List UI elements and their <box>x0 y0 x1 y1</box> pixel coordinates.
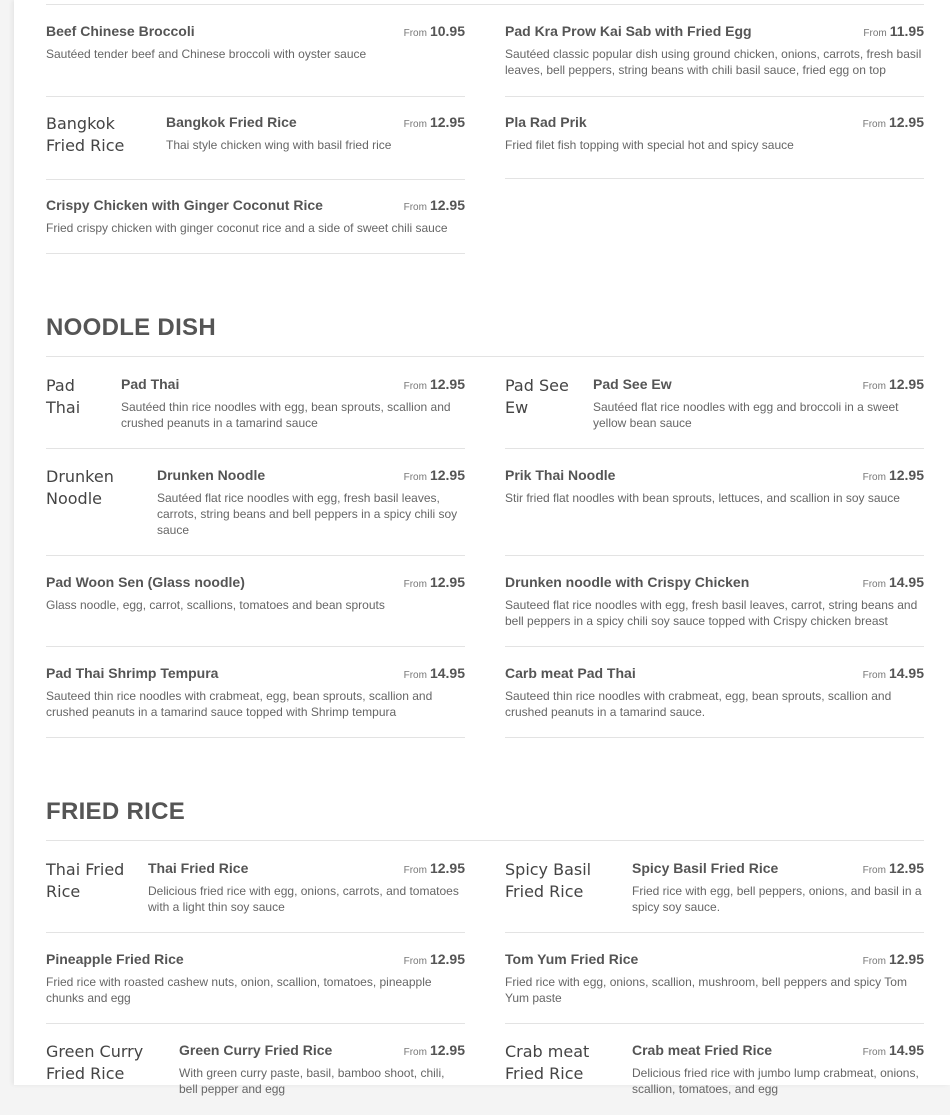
price-value: 11.95 <box>889 23 924 39</box>
menu-item-crispy-chicken-ginger-coconut[interactable] <box>46 196 465 254</box>
item-description: Fried rice with egg, onions, scallion, mushroom, bell peppers and spicy Tom Yum paste <box>505 975 907 1005</box>
item-description: Sauteed thin rice noodles with crabmeat, egg, bean sprouts, scallion and crushed peanuts in a tamarind sauce. <box>505 689 892 719</box>
item-name: Pla Rad Prik <box>505 114 587 130</box>
divider <box>46 4 924 5</box>
price-value: 14.95 <box>888 574 924 590</box>
menu-item-thai-fried-rice[interactable] <box>46 859 465 933</box>
item-description: Sautéed classic popular dish using ground chicken, onions, carrots, fresh basil leaves, bell peppers, string beans with chili basil sauce, fried egg on top <box>505 47 922 77</box>
menu-item-pineapple-fried-rice[interactable] <box>46 950 465 1024</box>
price-prefix: From <box>863 28 887 39</box>
item-name: Pineapple Fried Rice <box>46 951 184 967</box>
item-price <box>863 950 924 971</box>
item-name: Green Curry Fried Rice <box>179 1042 333 1058</box>
item-name: Pad See Ew <box>593 376 672 392</box>
price-prefix: From <box>862 579 886 590</box>
item-description: Stir fried flat noodles with bean sprouts, lettuces, and scallion in soy sauce <box>505 491 900 505</box>
price-value: 12.95 <box>429 574 465 590</box>
price-prefix: From <box>403 670 427 681</box>
item-description: Glass noodle, egg, carrot, scallions, tomatoes and bean sprouts <box>46 598 385 612</box>
item-price <box>863 375 924 396</box>
item-price <box>863 573 924 594</box>
item-name: Spicy Basil Fried Rice <box>632 860 779 876</box>
item-description: Sauteed thin rice noodles with crabmeat, egg, bean sprouts, scallion and crushed peanuts in a tamarind sauce topped with Shrimp tempura <box>46 689 433 719</box>
price-value: 12.95 <box>888 376 924 392</box>
price-value: 12.95 <box>429 376 465 392</box>
price-prefix: From <box>403 579 427 590</box>
menu-item-beef-chinese-broccoli[interactable] <box>46 22 465 97</box>
dish-image[interactable]: Pad Thai <box>46 376 81 417</box>
price-prefix: From <box>403 28 427 39</box>
item-price <box>404 1041 465 1062</box>
item-description: With green curry paste, basil, bamboo shoot, chili, bell pepper and egg <box>179 1066 445 1096</box>
item-price <box>404 664 465 685</box>
dish-image[interactable]: Green Curry Fried Rice <box>46 1042 144 1083</box>
menu-item-pad-thai[interactable] <box>46 375 465 449</box>
price-prefix: From <box>403 472 427 483</box>
item-price <box>863 664 924 685</box>
dish-image[interactable]: Thai Fried Rice <box>46 860 125 901</box>
menu-item-green-curry-fried-rice[interactable] <box>46 1041 465 1115</box>
menu-item-drunken-noodle[interactable] <box>46 466 465 556</box>
price-value: 10.95 <box>429 23 465 39</box>
dish-image[interactable]: Spicy Basil Fried Rice <box>505 860 592 901</box>
price-value: 12.95 <box>888 860 924 876</box>
item-price <box>404 22 465 43</box>
menu-item-pad-see-ew[interactable] <box>505 375 924 449</box>
item-description: Fried rice with roasted cashew nuts, onion, scallion, tomatoes, pineapple chunks and egg <box>46 975 432 1005</box>
item-description: Fried crispy chicken with ginger coconut rice and a side of sweet chili sauce <box>46 221 448 235</box>
price-prefix: From <box>862 865 886 876</box>
section-title-fried-rice: FRIED RICE <box>46 798 186 825</box>
item-name: Thai Fried Rice <box>148 860 249 876</box>
dish-image[interactable]: Pad See Ew <box>505 376 569 417</box>
price-prefix: From <box>403 381 427 392</box>
item-price <box>863 466 924 487</box>
item-description: Thai style chicken wing with basil fried rice <box>166 138 392 152</box>
item-price <box>863 22 924 43</box>
item-name: Pad Woon Sen (Glass noodle) <box>46 574 245 590</box>
item-name: Tom Yum Fried Rice <box>505 951 639 967</box>
item-price <box>863 113 924 134</box>
price-prefix: From <box>403 119 427 130</box>
divider <box>46 356 924 357</box>
price-prefix: From <box>403 1047 427 1058</box>
menu-item-spicy-basil-fried-rice[interactable] <box>505 859 924 933</box>
menu-item-pad-thai-shrimp-tempura[interactable] <box>46 664 465 738</box>
item-name: Beef Chinese Broccoli <box>46 23 195 39</box>
dish-image[interactable]: Crab meat Fried Rice <box>505 1042 590 1083</box>
item-price <box>404 113 465 134</box>
item-name: Bangkok Fried Rice <box>166 114 297 130</box>
item-description: Fried filet fish topping with special hot and spicy sauce <box>505 138 794 152</box>
item-price <box>404 466 465 487</box>
item-description: Sautéed flat rice noodles with egg and broccoli in a sweet yellow bean sauce <box>593 400 899 430</box>
price-value: 14.95 <box>888 1042 924 1058</box>
item-name: Crab meat Fried Rice <box>632 1042 773 1058</box>
price-value: 12.95 <box>888 951 924 967</box>
dish-image[interactable]: Bangkok Fried Rice <box>46 114 125 155</box>
price-value: 12.95 <box>429 951 465 967</box>
price-value: 14.95 <box>429 665 465 681</box>
price-prefix: From <box>862 1047 886 1058</box>
item-description: Sauteed flat rice noodles with egg, fresh basil leaves, carrot, string beans and bell peppers in a spicy chili soy sauce topped with Crispy chicken breast <box>505 598 918 628</box>
menu-item-tom-yum-fried-rice[interactable] <box>505 950 924 1024</box>
price-prefix: From <box>862 670 886 681</box>
item-price <box>404 859 465 880</box>
section-title-noodle-dish: NOODLE DISH <box>46 314 216 341</box>
price-value: 12.95 <box>888 114 924 130</box>
price-value: 12.95 <box>429 860 465 876</box>
menu-item-pad-kra-prow[interactable] <box>505 22 924 97</box>
price-value: 12.95 <box>429 197 465 213</box>
item-price <box>404 950 465 971</box>
price-value: 12.95 <box>429 1042 465 1058</box>
menu-panel <box>14 0 950 1096</box>
item-description: Sautéed tender beef and Chinese broccoli with oyster sauce <box>46 47 367 61</box>
price-value: 12.95 <box>429 114 465 130</box>
item-name: Pad Thai <box>121 376 180 392</box>
price-prefix: From <box>403 865 427 876</box>
item-price <box>404 573 465 594</box>
menu-item-drunken-noodle-crispy-chicken[interactable] <box>505 573 924 647</box>
price-prefix: From <box>862 381 886 392</box>
item-price <box>863 1041 924 1062</box>
price-prefix: From <box>862 119 886 130</box>
menu-item-carb-meat-pad-thai[interactable] <box>505 664 924 738</box>
menu-item-crab-meat-fried-rice[interactable] <box>505 1041 924 1115</box>
item-name: Drunken Noodle <box>157 467 266 483</box>
item-description: Fried rice with egg, bell peppers, onions, and basil in a spicy soy sauce. <box>632 884 922 914</box>
item-name: Crispy Chicken with Ginger Coconut Rice <box>46 197 323 213</box>
item-description: Delicious fried rice with jumbo lump crabmeat, onions, scallion, tomatoes, and egg <box>632 1066 919 1096</box>
price-value: 12.95 <box>888 467 924 483</box>
item-price <box>863 859 924 880</box>
price-prefix: From <box>403 202 427 213</box>
menu-item-pad-woon-sen[interactable] <box>46 573 465 647</box>
item-name: Pad Thai Shrimp Tempura <box>46 665 219 681</box>
item-description: Delicious fried rice with egg, onions, carrots, and tomatoes with a light thin soy sauce <box>148 884 459 914</box>
item-name: Carb meat Pad Thai <box>505 665 636 681</box>
price-prefix: From <box>403 956 427 967</box>
item-description: Sautéed thin rice noodles with egg, bean sprouts, scallion and crushed peanuts in a tamarind sauce <box>121 400 451 430</box>
item-name: Prik Thai Noodle <box>505 467 616 483</box>
item-name: Drunken noodle with Crispy Chicken <box>505 574 750 590</box>
menu-item-prik-thai-noodle[interactable] <box>505 466 924 556</box>
item-price <box>404 196 465 217</box>
divider <box>46 840 924 841</box>
price-prefix: From <box>862 956 886 967</box>
price-value: 14.95 <box>888 665 924 681</box>
item-name: Pad Kra Prow Kai Sab with Fried Egg <box>505 23 752 39</box>
dish-image[interactable]: Drunken Noodle <box>46 467 114 508</box>
item-price <box>404 375 465 396</box>
price-prefix: From <box>862 472 886 483</box>
menu-item-bangkok-fried-rice[interactable] <box>46 113 465 180</box>
price-value: 12.95 <box>429 467 465 483</box>
item-description: Sautéed flat rice noodles with egg, fresh basil leaves, carrots, string beans and bell peppers in a spicy chili soy sauce <box>157 491 458 537</box>
menu-item-pla-rad-prik[interactable] <box>505 113 924 179</box>
